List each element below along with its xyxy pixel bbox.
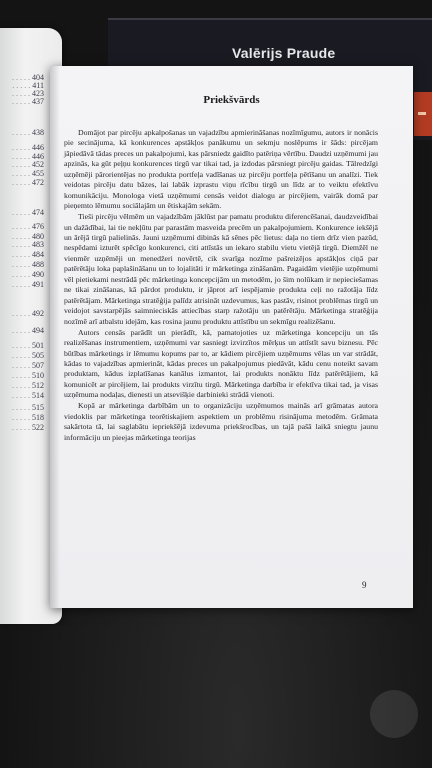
paragraph: Kopā ar mārketinga darbībām un to organizāciju uzņēmumos mainās arī grāmatas autora viedoklis par mārketinga teorētiskajiem aspektiem un problēmu risinājuma metodēm. Grāmata sakārtota tā, lai saglabātu iepriekšējā izdevuma priekšrocības, un tajā pašā laikā sniegtu jaunu informāciju un pieejas mārketinga teorijas — [64, 401, 378, 442]
left-page-number: . . . 492 — [0, 309, 44, 318]
left-page-number: . . . 474 — [0, 208, 44, 217]
left-page-number: . . . 522 — [0, 423, 44, 432]
left-page-number: . . . 488 — [0, 260, 44, 269]
left-page-number: . . . 411 — [0, 81, 44, 90]
watermark-logo — [370, 690, 418, 738]
left-page-number: . . . 452 — [0, 160, 44, 169]
left-page-number: . . . 437 — [0, 97, 44, 106]
left-page-number: . . . 515 — [0, 403, 44, 412]
left-page-number: . . . 480 — [0, 232, 44, 241]
page-number: 9 — [362, 580, 367, 590]
left-page-number: . . . 472 — [0, 178, 44, 187]
back-book-author: Valērijs Praude — [232, 45, 336, 61]
paragraph: Domājot par pircēju apkalpošanas un vajadzību apmierināšanas nozīmīgumu, autors ir nonācis pie secinājuma, kā konkurences apstākļos panākumu un sekmju noslēpums ir šāds: pircējam jāpiedāvā tādas preces un pakalpojumi, kas pārsniedz gaidīto patēriņa vērtību. Daudzi uzņēmumi jau apzinās, ka gūt peļņu konkurences tirgū var tikai tad, ja izdodas pārsniegt pircēju gaidas. Tālredzīgi uzņēmēji pārorientējas no produkta portfeļa vadīšanas uz pircēju portfeļa pētīšanu un analīzi. Tiek veidotas pircēju datu bāzes, lai labāk izprastu viņu rīcību tirgū un līdz ar to veiktu efektīvu komunikāciju. Monologa vietā uzņēmumi censās veidot dialogu ar pircējiem, vairāk domā par pieņemto lēmumu sociālajām un ētiskajām sekām. — [64, 128, 378, 211]
left-page-number: . . . 476 — [0, 222, 44, 231]
left-page-number: . . . 494 — [0, 326, 44, 335]
paragraph: Autors censās parādīt un pierādīt, kā, pamatojoties uz mārketinga koncepciju un tās realizēšanas instrumentiem, uzņēmumi var sasniegt izvirzītos mērķus un attīstīt savu biznesu. Pēc būtības mārketings ir lēmumu kopums par to, ar kādiem pircējiem uzņēmums vēlas un var strādāt, kādas to vajadzības apmierināt, kādas preces un pakalpojumus piedāvāt, kādu cenu noteikt savam produktam, kādus izplatīšanas kanālus izmantot, lai produkts nonāktu līdz patērētājiem, kā komunicēt ar pircējiem, lai produkts virzītu tirgū. Mārketinga darbība ir efektīva tikai tad, ja visas uzņēmuma nodaļas, dienesti un atsevišķie darbinieki strādā vienoti. — [64, 327, 378, 400]
left-page-number: . . . 518 — [0, 413, 44, 422]
left-page-number: . . . 455 — [0, 169, 44, 178]
left-page-number: . . . 510 — [0, 371, 44, 380]
left-page-number: . . . 507 — [0, 361, 44, 370]
left-page-number: . . . 438 — [0, 128, 44, 137]
back-book-red-stripe — [414, 92, 432, 136]
left-page-number: . . . 446 — [0, 143, 44, 152]
page-heading: Priekšvārds — [203, 94, 260, 106]
page-gutter-shadow — [50, 66, 60, 608]
left-page-number: . . . 446 — [0, 152, 44, 161]
paragraph: Tieši pircēju vēlmēm un vajadzībām jāklūst par pamatu produktu diferencēšanai, daudzveidībai un dažādībai, lai tie nekļūtu par parastām masveida precēm un pakalpojumiem. Konkurence iekšējā un ārējā tirgū palielinās. Jauni uzņēmumi dibinās kā sēnes pēc lietus: daļa no tiem drīz vien pazūd, nespēdami izturēt spēcīgo konkurenci, citi attīstās un iekaro stabilu vietu vietējā tirgū. Diemžēl ne vienmēr uzņēmēji un menedžeri novērtē, cik svarīga nozīme pašreizējos apstākļos ciņā par patērētāju loka paplašināšanu un to lojalitāti ir mārketinga zināšanām. Pagaidām vietējie uzņēmumi vēl pietiekami nestrādā pēc mārketinga koncepcijām un metodēm, jo šim nolūkam ir nepieciešamas ne tikai zināšanas, kā pārdot produktu, ir jāprot arī iespējamie produkta ceļi no ražotāja līdz patērētājam. Mārketinga stratēģija palīdz atrisināt uzdevumus, kas pastāv, risinot problēmas tirgū un veidojot savstarpējās saimnieciskās attiecības starp ražotāju un patērētāju. Mārketinga stratēģija nozīmē arī atbalstu idejām, kas rosina jaunu produktu attīstību un sekmīgu realizēšanu. — [64, 212, 378, 326]
left-page-number: . . . 483 — [0, 240, 44, 249]
left-page-number: . . . 505 — [0, 351, 44, 360]
left-page-number: . . . 404 — [0, 73, 44, 82]
left-page-number: . . . 501 — [0, 341, 44, 350]
left-page-number: . . . 423 — [0, 89, 44, 98]
left-page-number: . . . 512 — [0, 381, 44, 390]
left-page-number: . . . 491 — [0, 280, 44, 289]
left-page-number: . . . 514 — [0, 391, 44, 400]
left-page-number: . . . 484 — [0, 250, 44, 259]
page-body-text — [64, 128, 378, 443]
left-page-number: . . . 490 — [0, 270, 44, 279]
